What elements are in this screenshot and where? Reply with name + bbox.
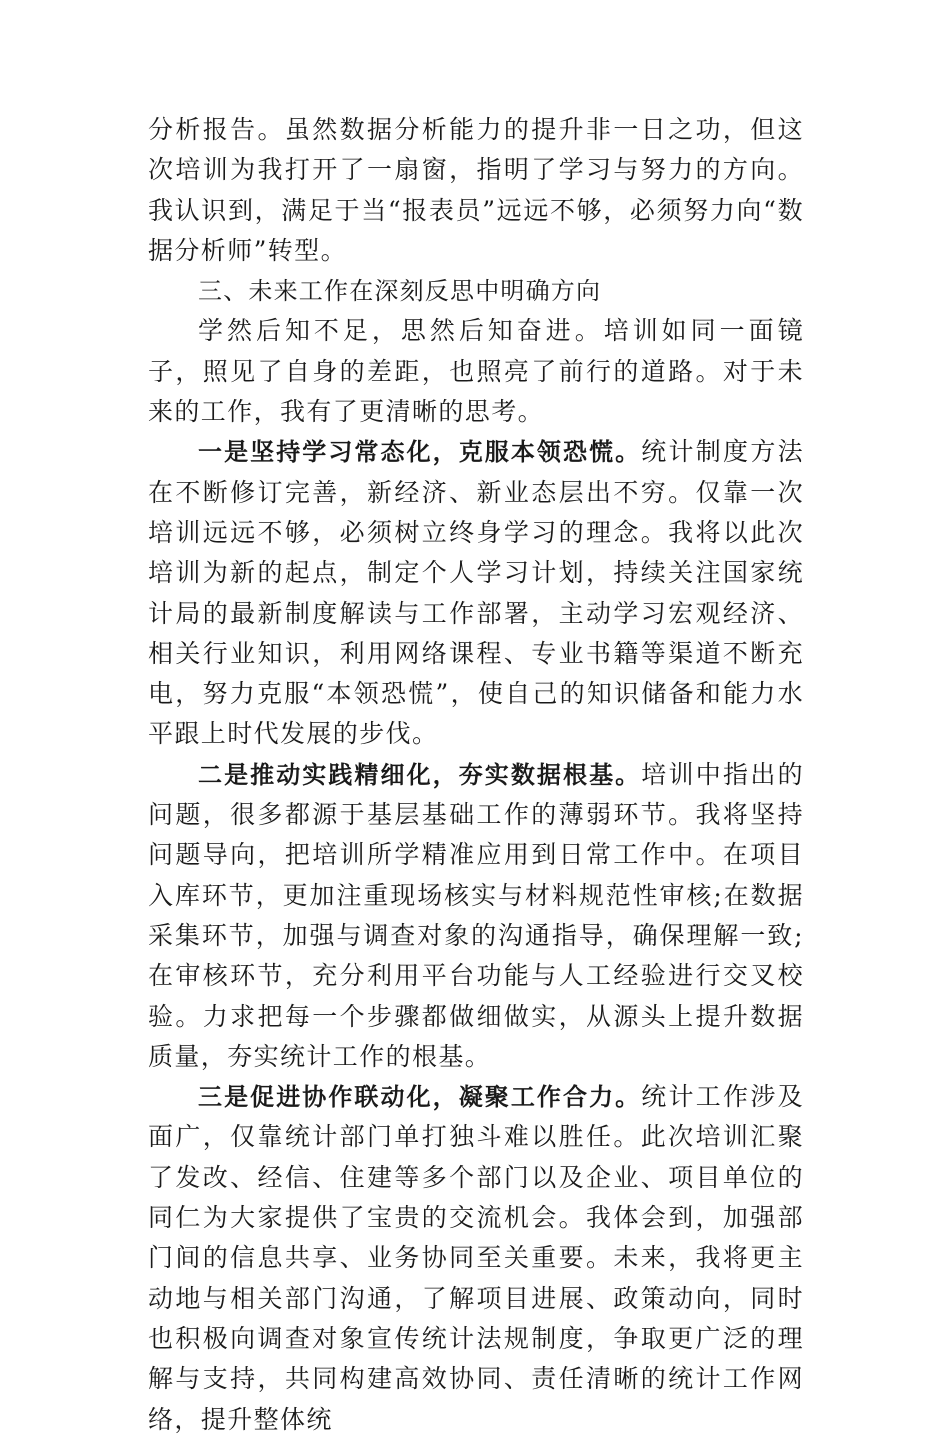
paragraph-point-2: [148, 755, 804, 1077]
point-1-body: 统计制度方法在不断修订完善，新经济、新业态层出不穷。仅靠一次培训远远不够，必须树立终身学习的理念。我将以此次培训为新的起点，制定个人学习计划，持续关注国家统计局的最新制度解读与工作部署，主动学习宏观经济、相关行业知识，利用网络课程、专业书籍等渠道不断充电，努力克服“本领恐慌”，使自己的知识储备和能力水平跟上时代发展的步伐。: [148, 437, 804, 749]
paragraph-continuation: 分析报告。虽然数据分析能力的提升非一日之功，但这次培训为我打开了一扇窗，指明了学习与努力的方向。我认识到，满足于当“报表员”远远不够，必须努力向“数据分析师”转型。: [148, 115, 804, 265]
paragraph-intro: 学然后知不足，思然后知奋进。培训如同一面镜子，照见了自身的差距，也照亮了前行的道路。对于未来的工作，我有了更清晰的思考。: [148, 316, 804, 427]
point-1-lead: 一是坚持学习常态化，克服本领恐慌。: [198, 438, 642, 467]
point-3-lead: 三是促进协作联动化，凝聚工作合力。: [198, 1083, 642, 1112]
point-3-body: 统计工作涉及面广，仅靠统计部门单打独斗难以胜任。此次培训汇聚了发改、经信、住建等多个部门以及企业、项目单位的同仁为大家提供了宝贵的交流机会。我体会到，加强部门间的信息共享、业务协同至关重要。未来，我将更主动地与相关部门沟通，了解项目进展、政策动向，同时也积极向调查对象宣传统计法规制度，争取更广泛的理解与支持，共同构建高效协同、责任清晰的统计工作网络，提升整体统: [148, 1082, 804, 1434]
document-page: [148, 110, 804, 1440]
paragraph-point-1: [148, 432, 804, 754]
section-heading: 三、未来工作在深刻反思中明确方向: [198, 277, 602, 306]
paragraph-point-3: [148, 1077, 804, 1440]
point-2-body: 培训中指出的问题，很多都源于基层基础工作的薄弱环节。我将坚持问题导向，把培训所学精准应用到日常工作中。在项目入库环节，更加注重现场核实与材料规范性审核;在数据采集环节，加强与调查对象的沟通指导，确保理解一致;在审核环节，充分利用平台功能与人工经验进行交叉校验。力求把每一个步骤都做细做实，从源头上提升数据质量，夯实统计工作的根基。: [148, 759, 804, 1071]
point-2-lead: 二是推动实践精细化，夯实数据根基。: [198, 760, 642, 789]
